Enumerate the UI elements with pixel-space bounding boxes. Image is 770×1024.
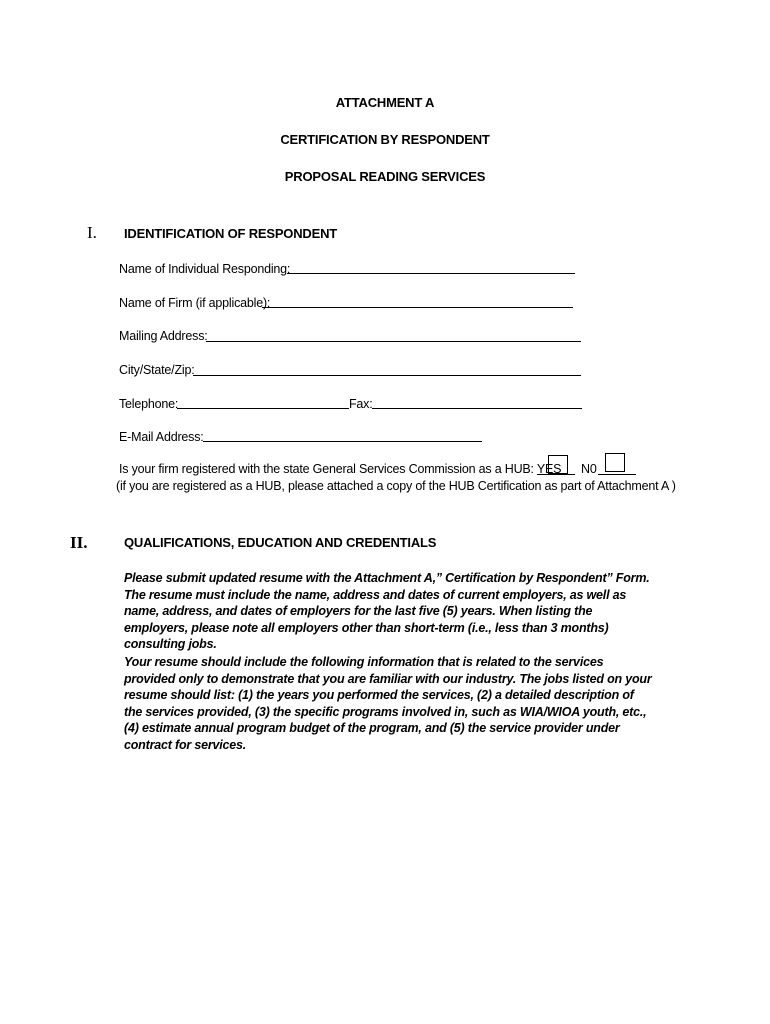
section-2-numeral: II. bbox=[70, 533, 88, 552]
resume-instructions-paragraph: Please submit updated resume with the Attachment A,” Certification by Respondent” Form. The resume must include the name, address and dates of current employers, as well as name, address, and dates of employers for the last five (5) years. When listing the employers, please note all employers other than short-term (i.e., less than 3 months) consulting jobs. bbox=[124, 571, 650, 651]
city-label: City/State/Zip: bbox=[119, 363, 195, 377]
mailing-label: Mailing Address: bbox=[119, 329, 208, 343]
hub-no-checkbox[interactable] bbox=[605, 453, 625, 472]
hub-no-label: N0 bbox=[581, 462, 597, 476]
individual-input-line[interactable] bbox=[287, 273, 575, 274]
telephone-input-line[interactable] bbox=[177, 408, 349, 409]
section-1-heading: IDENTIFICATION OF RESPONDENT bbox=[124, 226, 337, 241]
mailing-input-line[interactable] bbox=[206, 341, 581, 342]
fax-input-line[interactable] bbox=[372, 408, 582, 409]
individual-label: Name of Individual Responding: bbox=[119, 262, 291, 276]
certification-title: CERTIFICATION BY RESPONDENT bbox=[280, 132, 490, 147]
email-label: E-Mail Address: bbox=[119, 430, 204, 444]
services-title: PROPOSAL READING SERVICES bbox=[284, 169, 486, 184]
attachment-title: ATTACHMENT A bbox=[335, 95, 435, 110]
hub-yes-checkbox[interactable] bbox=[548, 455, 568, 474]
telephone-label: Telephone: bbox=[119, 397, 179, 411]
hub-question: Is your firm registered with the state General Services Commission as a HUB: YES bbox=[119, 462, 562, 476]
firm-label: Name of Firm (if applicable): bbox=[119, 296, 271, 310]
section-2-heading: QUALIFICATIONS, EDUCATION AND CREDENTIALS bbox=[124, 535, 437, 550]
fax-label: Fax: bbox=[349, 397, 373, 411]
firm-input-line[interactable] bbox=[262, 307, 573, 308]
resume-content-paragraph: Your resume should include the following information that is related to the services provided only to demonstrate that you are familiar with our industry. The jobs listed on your resume should list: (1) the years you performed the services, (2) a detailed description of the services provided, (3) the specific programs involved in, such as WIA/WIOA youth, etc., (4) estimate annual program budget of the program, and (5) the service provider under contract for services. bbox=[124, 655, 652, 752]
hub-note: (if you are registered as a HUB, please attached a copy of the HUB Certification as part of Attachment A ) bbox=[116, 479, 676, 493]
hub-yes-underline bbox=[537, 474, 575, 475]
section-1-numeral: I. bbox=[87, 223, 97, 242]
email-input-line[interactable] bbox=[203, 441, 482, 442]
city-input-line[interactable] bbox=[193, 375, 581, 376]
hub-no-underline bbox=[598, 474, 636, 475]
